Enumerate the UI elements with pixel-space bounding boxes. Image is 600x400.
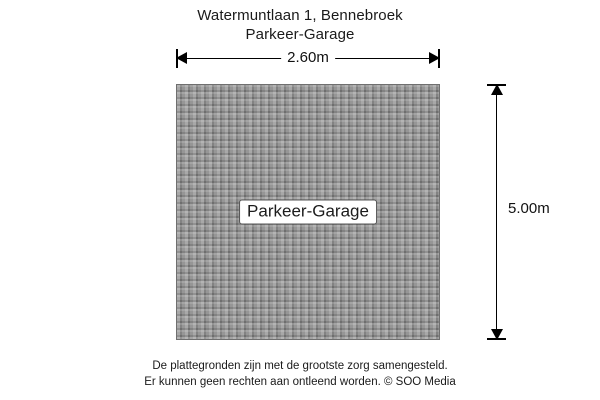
height-dimension: [486, 84, 508, 340]
footer-line-2: Er kunnen geen rechten aan ontleend worden. © SOO Media: [144, 376, 456, 388]
title-address: Watermuntlaan 1, Bennebroek: [197, 7, 403, 24]
footer-disclaimer: [0, 358, 600, 390]
title-subject: Parkeer-Garage: [245, 26, 355, 43]
height-dimension-line: [496, 84, 497, 340]
width-dimension: [176, 48, 440, 70]
room-label: Parkeer-Garage: [239, 200, 377, 225]
arrow-right-icon: [429, 52, 440, 64]
arrow-up-icon: [491, 84, 503, 95]
page-title: [0, 6, 600, 44]
width-dimension-label: 2.60m: [281, 48, 335, 68]
arrow-left-icon: [176, 52, 187, 64]
floorplan-room-parkeer-garage: [176, 84, 440, 340]
height-dimension-label: 5.00m: [508, 200, 550, 217]
arrow-down-icon: [491, 329, 503, 340]
footer-line-1: De plattegronden zijn met de grootste zorg samengesteld.: [152, 360, 448, 372]
